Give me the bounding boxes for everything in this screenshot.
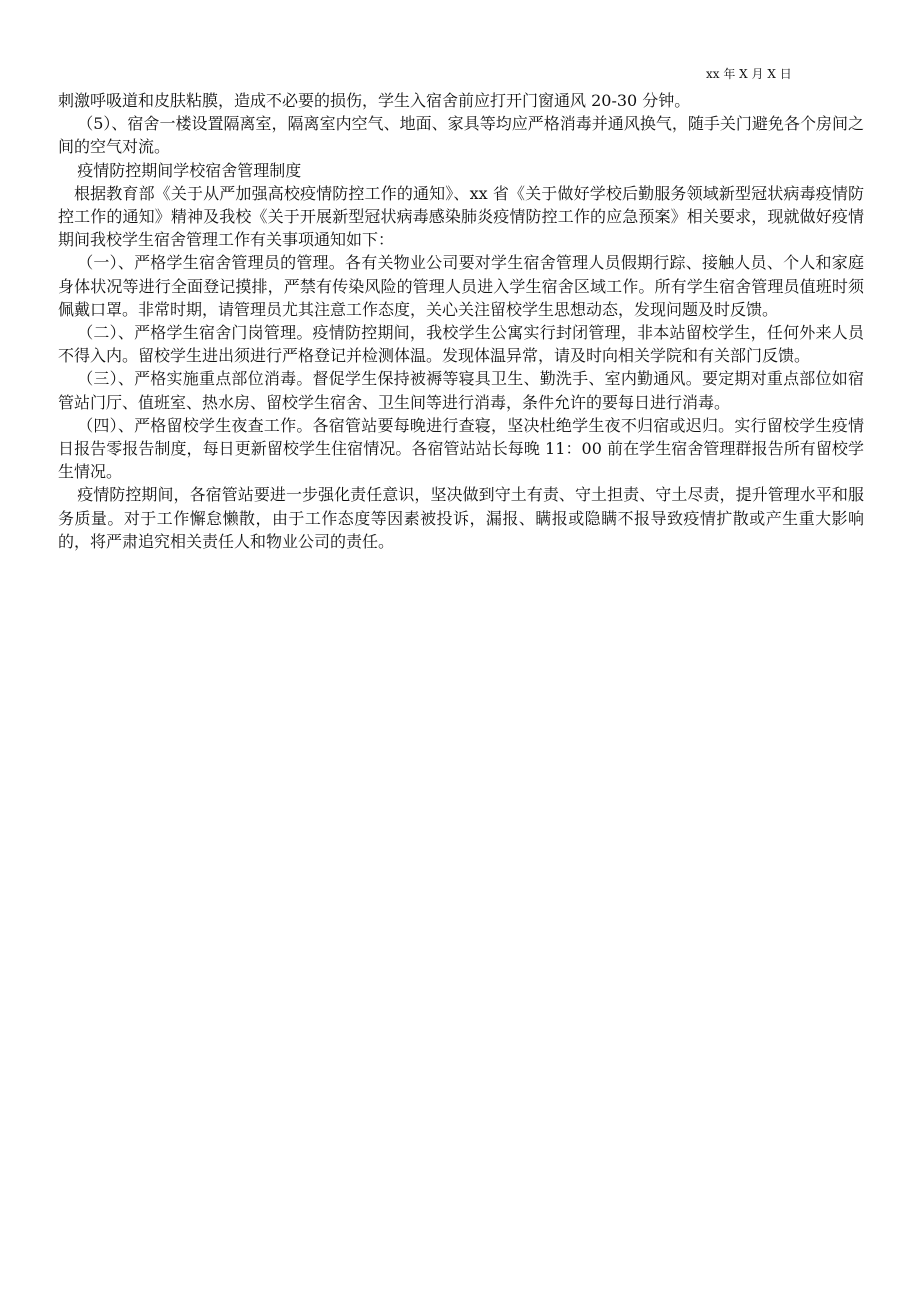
document-body (58, 89, 864, 553)
paragraph-isolation-room: （5）、宿舍一楼设置隔离室，隔离室内空气、地面、家具等均应严格消毒并通风换气，随手关门避免各个房间之间的空气对流。 (58, 114, 864, 157)
paragraph-continuation: 刺激呼吸道和皮肤粘膜，造成不必要的损伤，学生入宿舍前应打开门窗通风 20-30 分钟。 (58, 91, 691, 110)
paragraph-item-3: （三）、严格实施重点部位消毒。督促学生保持被褥等寝具卫生、勤洗手、室内勤通风。要定期对重点部位如宿管站门厅、值班室、热水房、留校学生宿舍、卫生间等进行消毒，条件允许的要每日进行消毒。 (58, 369, 864, 412)
paragraph-conclusion: 疫情防控期间，各宿管站要进一步强化责任意识，坚决做到守土有责、守土担责、守土尽责，提升管理水平和服务质量。对于工作懈怠懒散，由于工作态度等因素被投诉，漏报、瞒报或隐瞒不报导致疫情扩散或产生重大影响的，将严肃追究相关责任人和物业公司的责任。 (58, 485, 864, 551)
paragraph-item-4: （四）、严格留校学生夜查工作。各宿管站要每晚进行查寝，坚决杜绝学生夜不归宿或迟归。实行留校学生疫情日报告零报告制度，每日更新留校学生住宿情况。各宿管站站长每晚 11：00 前在学生宿舍管理群报告所有留校学生情况。 (58, 415, 864, 482)
paragraph-intro: 根据教育部《关于从严加强高校疫情防控工作的通知》、xx 省《关于做好学校后勤服务领域新型冠状病毒疫情防控工作的通知》精神及我校《关于开展新型冠状病毒感染肺炎疫情防控工作的应急预案》相关要求，现就做好疫情期间我校学生宿舍管理工作有关事项通知如下： (58, 183, 864, 250)
header-date: xx 年 X 月 X 日 (706, 67, 792, 81)
section-title: 疫情防控期间学校宿舍管理制度 (77, 160, 302, 180)
paragraph-item-1: （一）、严格学生宿舍管理员的管理。各有关物业公司要对学生宿舍管理人员假期行踪、接触人员、个人和家庭身体状况等进行全面登记摸排，严禁有传染风险的管理人员进入学生宿舍区域工作。所有学生宿舍管理员值班时须佩戴口罩。非常时期，请管理员尤其注意工作态度，关心关注留校学生思想动态，发现问题及时反馈。 (58, 253, 864, 319)
paragraph-item-2: （二）、严格学生宿舍门岗管理。疫情防控期间，我校学生公寓实行封闭管理，非本站留校学生，任何外来人员不得入内。留校学生进出须进行严格登记并检测体温。发现体温异常，请及时向相关学院和有关部门反馈。 (58, 323, 864, 366)
